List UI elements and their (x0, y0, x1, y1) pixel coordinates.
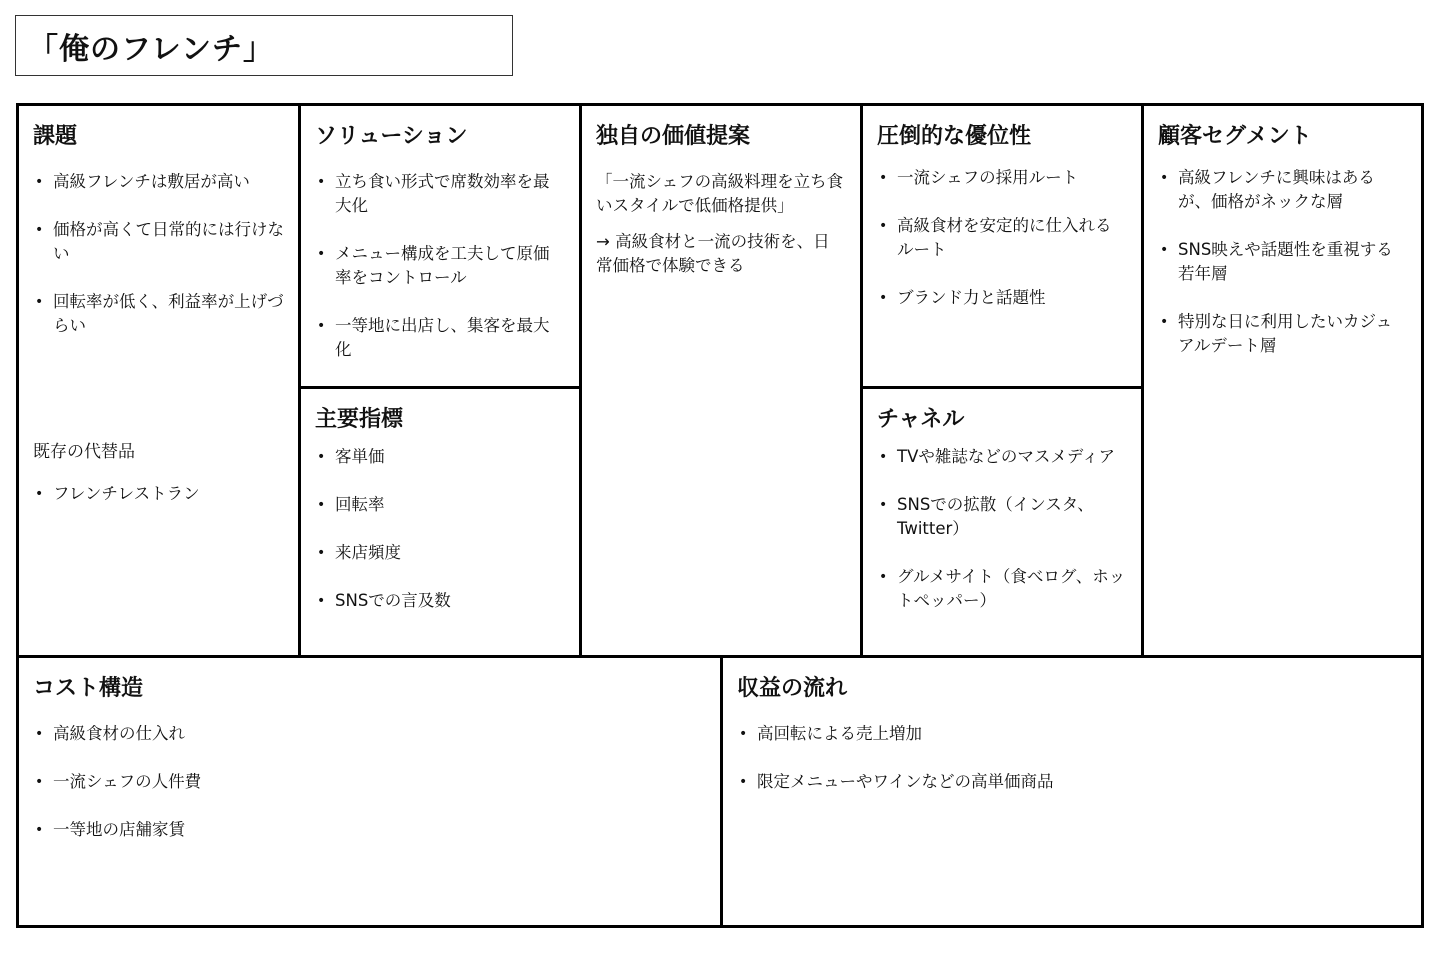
list-item: • 立ち食い形式で席数効率を最大化 (315, 170, 565, 218)
unfair-advantage-list (877, 166, 1127, 310)
list-item: • 回転率が低く、利益率が上げづらい (33, 290, 284, 338)
solution-heading: ソリューション (315, 124, 468, 149)
list-item: • 来店頻度 (315, 541, 565, 565)
revenue-streams-list (737, 722, 1407, 794)
cost-structure-cell (19, 658, 720, 925)
list-item: • 一等地に出店し、集客を最大化 (315, 314, 565, 362)
unfair-advantage-cell (863, 106, 1141, 386)
list-item: • TVや雑誌などのマスメディア (877, 445, 1127, 469)
list-item: • 価格が高くて日常的には行けない (33, 218, 284, 266)
list-item: • 高回転による売上増加 (737, 722, 1407, 746)
channels-heading: チャネル (877, 407, 965, 432)
channels-cell (863, 389, 1141, 655)
revenue-streams-heading: 収益の流れ (737, 676, 848, 701)
revenue-streams-cell (723, 658, 1421, 925)
key-metrics-list (315, 445, 565, 613)
alternatives-heading: 既存の代替品 (33, 442, 135, 462)
customer-segments-list (1158, 166, 1407, 358)
list-item: • 客単価 (315, 445, 565, 469)
list-item: • 特別な日に利用したいカジュアルデート層 (1158, 310, 1407, 358)
cost-structure-heading: コスト構造 (33, 676, 144, 701)
key-metrics-heading: 主要指標 (315, 407, 404, 432)
list-item: • 一流シェフの人件費 (33, 770, 706, 794)
lean-canvas (16, 103, 1424, 928)
list-item: • 高級食材を安定的に仕入れるルート (877, 214, 1127, 262)
list-item: • 一流シェフの採用ルート (877, 166, 1127, 190)
canvas-title: 「俺のフレンチ」 (15, 15, 513, 76)
channels-list (877, 445, 1127, 613)
uvp-detail: → 高級食材と一流の技術を、日常価格で体験できる (596, 232, 830, 275)
list-item: • SNSでの言及数 (315, 589, 565, 613)
list-item: • 高級食材の仕入れ (33, 722, 706, 746)
problem-list (33, 170, 284, 338)
uvp-cell (582, 106, 860, 655)
list-item: • 高級フレンチに興味はあるが、価格がネックな層 (1158, 166, 1407, 214)
list-item: • フレンチレストラン (33, 482, 284, 506)
list-item: • グルメサイト（食べログ、ホットペッパー） (877, 565, 1127, 613)
solution-cell (301, 106, 579, 386)
uvp-heading: 独自の価値提案 (596, 124, 751, 149)
list-item: • 回転率 (315, 493, 565, 517)
list-item: • メニュー構成を工夫して原価率をコントロール (315, 242, 565, 290)
list-item: • ブランド力と話題性 (877, 286, 1127, 310)
uvp-statement: 「一流シェフの高級料理を立ち食いスタイルで低価格提供」 (596, 172, 844, 215)
problem-heading: 課題 (33, 124, 78, 149)
list-item: • SNSでの拡散（インスタ、Twitter） (877, 493, 1127, 541)
customer-segments-heading: 顧客セグメント (1158, 124, 1312, 149)
list-item: • SNS映えや話題性を重視する若年層 (1158, 238, 1407, 286)
cost-structure-list (33, 722, 706, 842)
solution-list (315, 170, 565, 362)
list-item: • 限定メニューやワインなどの高単価商品 (737, 770, 1407, 794)
alternatives-list (33, 482, 284, 506)
unfair-advantage-heading: 圧倒的な優位性 (877, 124, 1032, 149)
customer-segments-cell (1144, 106, 1421, 655)
problem-cell (19, 106, 298, 655)
list-item: • 一等地の店舗家賃 (33, 818, 706, 842)
key-metrics-cell (301, 389, 579, 655)
list-item: • 高級フレンチは敷居が高い (33, 170, 284, 194)
